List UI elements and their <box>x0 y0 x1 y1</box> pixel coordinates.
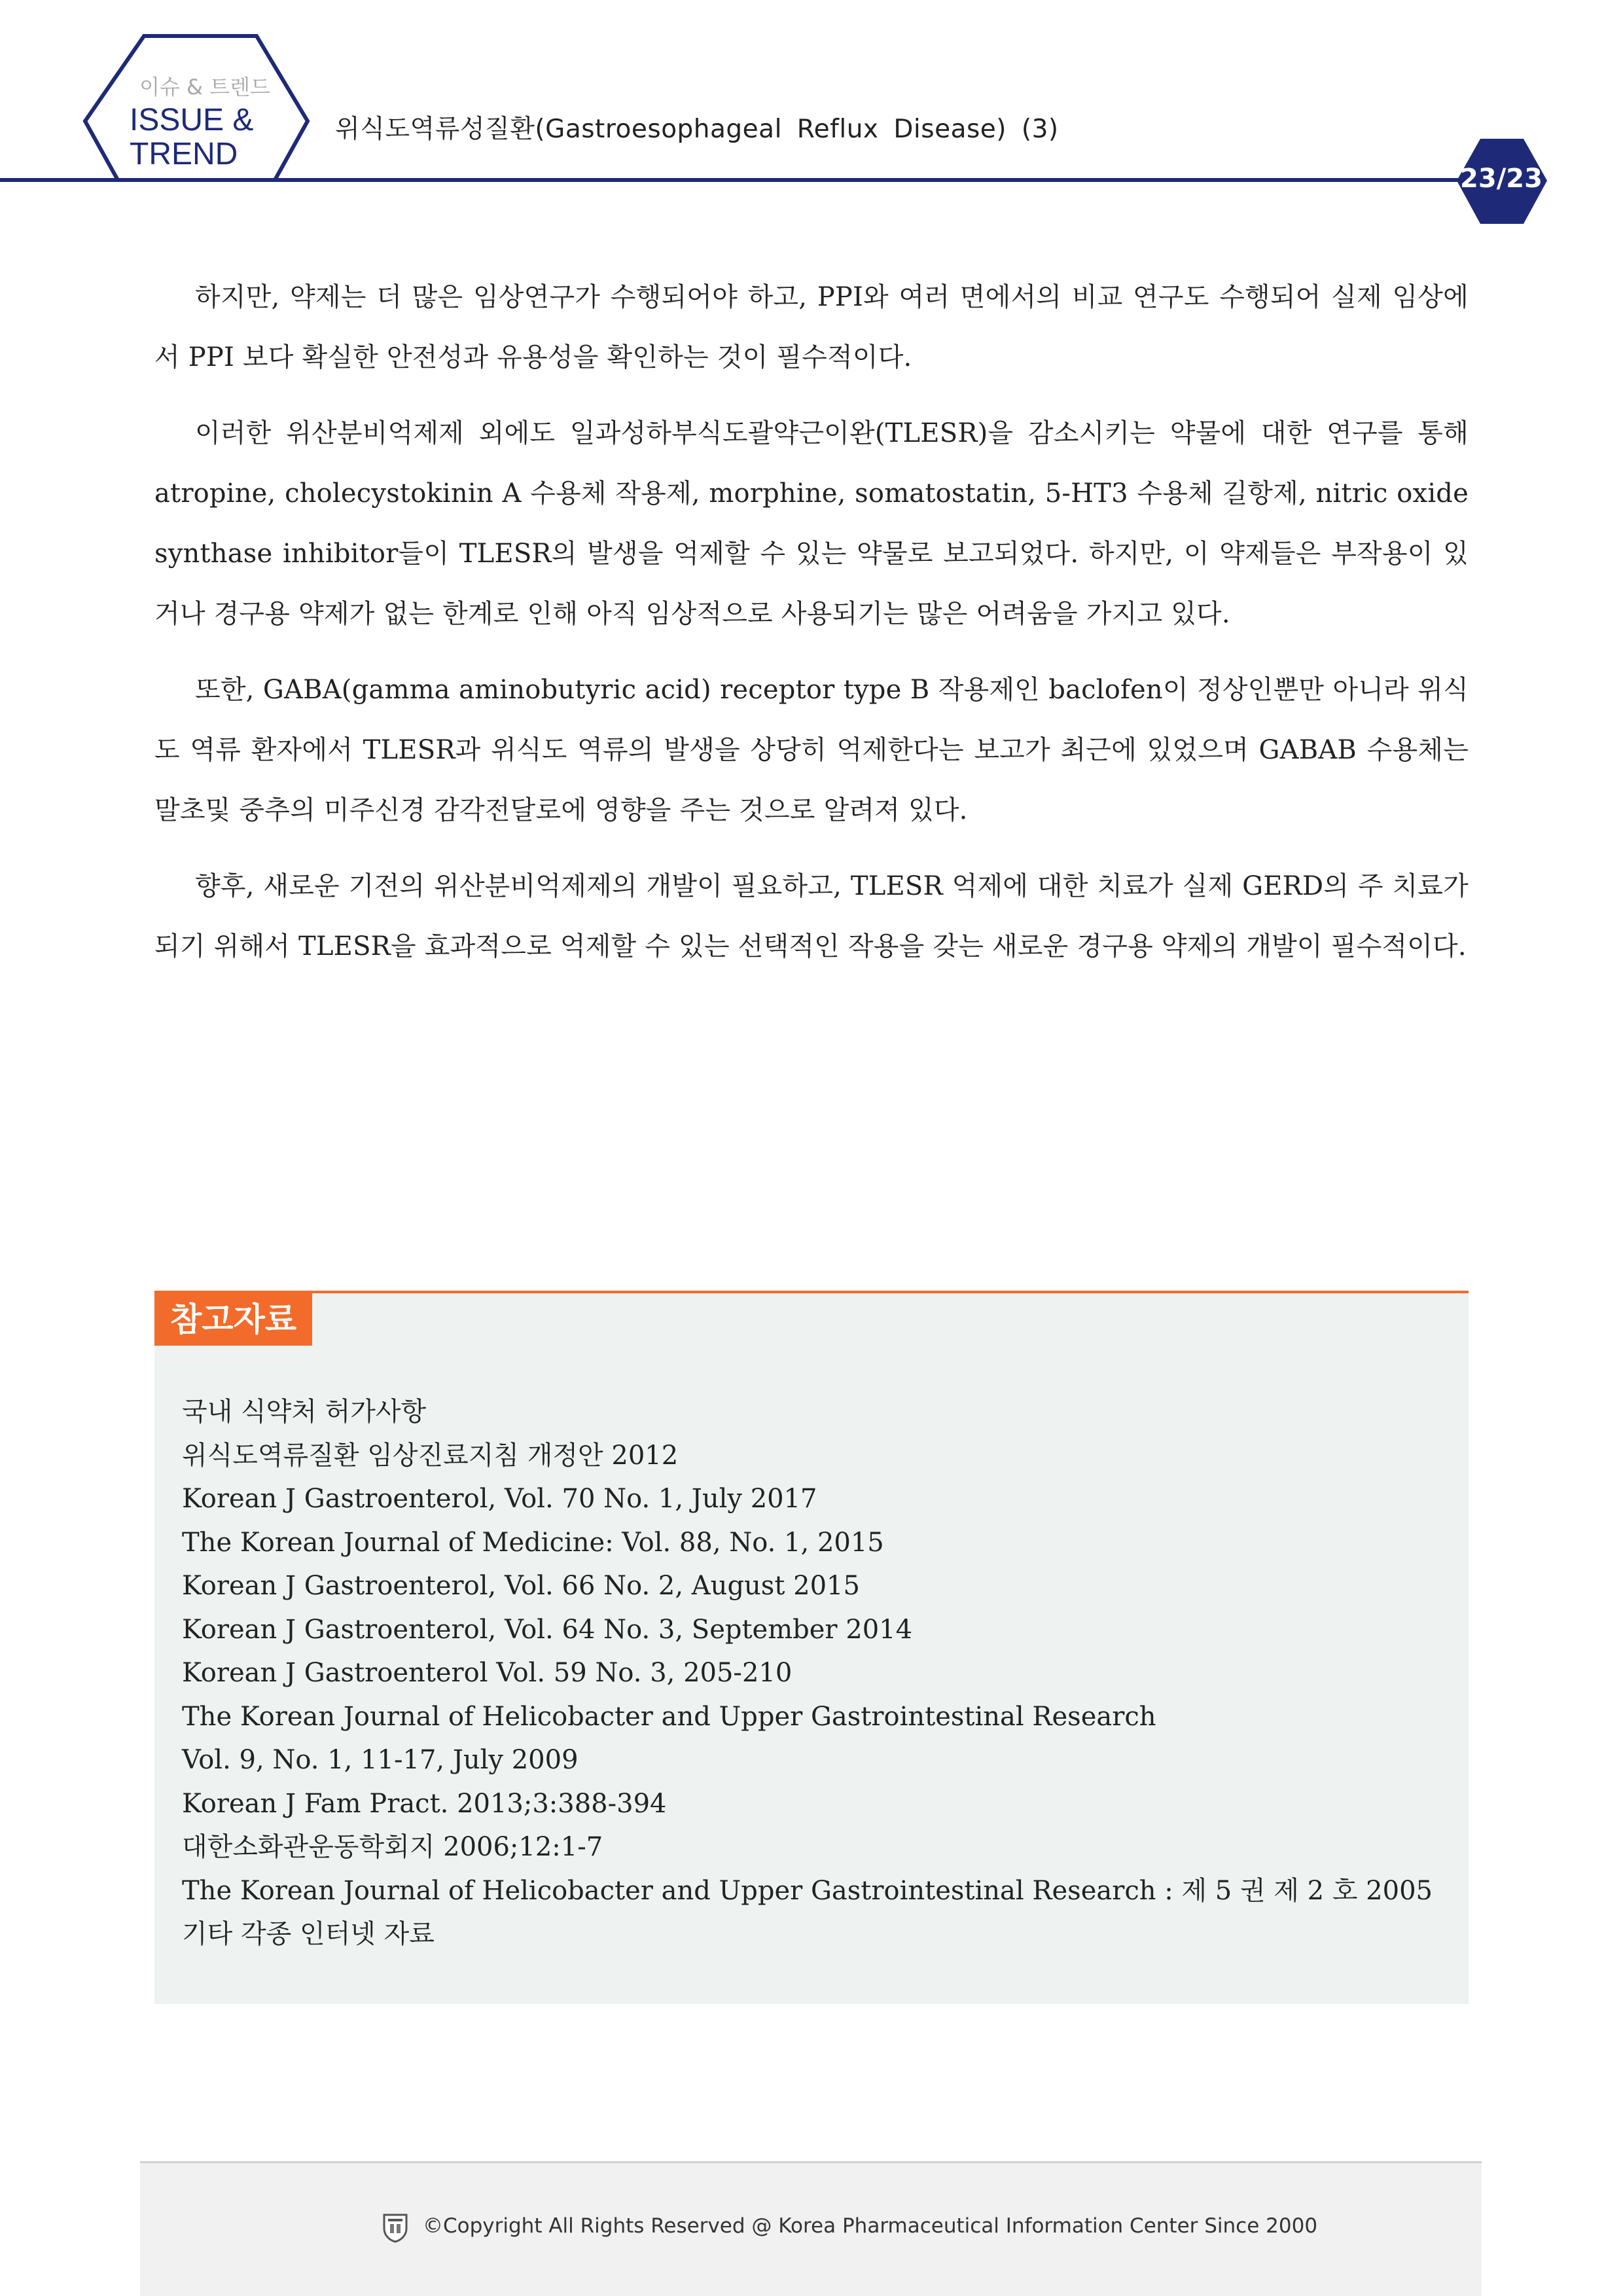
badge-korean-label: 이슈 & 트렌드 <box>139 75 270 99</box>
reference-item: Korean J Gastroenterol, Vol. 64 No. 3, September 2014 <box>182 1614 913 1645</box>
references-list <box>182 1390 1433 1956</box>
reference-item: Korean J Gastroenterol, Vol. 70 No. 1, July 2017 <box>182 1484 817 1514</box>
paragraph: 하지만, 약제는 더 많은 임상연구가 수행되어야 하고, PPI와 여러 면에서의 비교 연구도 수행되어 실제 임상에서 PPI 보다 확실한 안전성과 유용성을 확인하는 것이 필수적이다. <box>154 282 1469 372</box>
copyright-text: ©Copyright All Rights Reserved @ Korea Pharmaceutical Information Center Since 2000 <box>423 2214 1318 2238</box>
reference-item: Vol. 9, No. 1, 11-17, July 2009 <box>182 1745 579 1775</box>
reference-item: Korean J Gastroenterol, Vol. 66 No. 2, August 2015 <box>182 1571 860 1601</box>
references-box <box>154 1291 1469 2004</box>
article-body <box>154 267 1469 992</box>
reference-item: Korean J Gastroenterol Vol. 59 No. 3, 205-210 <box>182 1658 793 1688</box>
reference-item: The Korean Journal of Helicobacter and Upper Gastrointestinal Research <box>182 1701 1156 1732</box>
reference-item: 국내 식약처 허가사항 <box>182 1397 427 1427</box>
reference-item: 기타 각종 인터넷 자료 <box>182 1919 435 1949</box>
issue-trend-badge <box>130 103 293 171</box>
reference-item: 위식도역류질환 임상진료지침 개정안 2012 <box>182 1440 679 1471</box>
badge-line-trend: TREND <box>130 137 238 171</box>
paragraph: 이러한 위산분비억제제 외에도 일과성하부식도괄약근이완(TLESR)을 감소시키는 약물에 대한 연구를 통해 atropine, cholecystokinin A 수용체 작용제, morphine, somatostatin, 5-HT3 수용체 길항제, nitric oxide synthase inhibitor들이 TLESR의 발생을 억제할 수 있는 약물로 보고되었다. 하지만, 이 약제들은 부작용이 있거나 경구용 약제가 없는 한계로 인해 아직 임상적으로 사용되기는 많은 어려움을 가지고 있다. <box>154 418 1469 629</box>
reference-item: The Korean Journal of Helicobacter and Upper Gastrointestinal Research : 제 5 권 제 2 호 2005 <box>182 1875 1433 1906</box>
reference-item: Korean J Fam Pract. 2013;3:388-394 <box>182 1788 667 1819</box>
paragraph: 또한, GABA(gamma aminobutyric acid) receptor type B 작용제인 baclofen이 정상인뿐만 아니라 위식도 역류 환자에서 TLESR과 위식도 역류의 발생을 상당히 억제한다는 보고가 최근에 있었으며 GABAB 수용체는 말초및 중추의 미주신경 감각전달로에 영향을 주는 것으로 알려져 있다. <box>154 675 1469 825</box>
badge-line-issue: ISSUE & <box>130 103 254 137</box>
references-heading: 참고자료 <box>154 1293 312 1346</box>
reference-item: The Korean Journal of Medicine: Vol. 88, No. 1, 2015 <box>182 1527 884 1558</box>
page-number: 23/23 <box>1460 164 1543 194</box>
paragraph: 향후, 새로운 기전의 위산분비억제제의 개발이 필요하고, TLESR 억제에 대한 치료가 실제 GERD의 주 치료가 되기 위해서 TLESR을 효과적으로 억제할 수 있는 선택적인 작용을 갖는 새로운 경구용 약제의 개발이 필수적이다. <box>154 871 1469 961</box>
kpic-shield-icon <box>382 2213 408 2243</box>
page-footer <box>140 2161 1482 2296</box>
reference-item: 대한소화관운동학회지 2006;12:1-7 <box>182 1832 603 1862</box>
document-title: 위식도역류성질환(Gastroesophageal Reflux Disease) (3) <box>335 115 1059 144</box>
